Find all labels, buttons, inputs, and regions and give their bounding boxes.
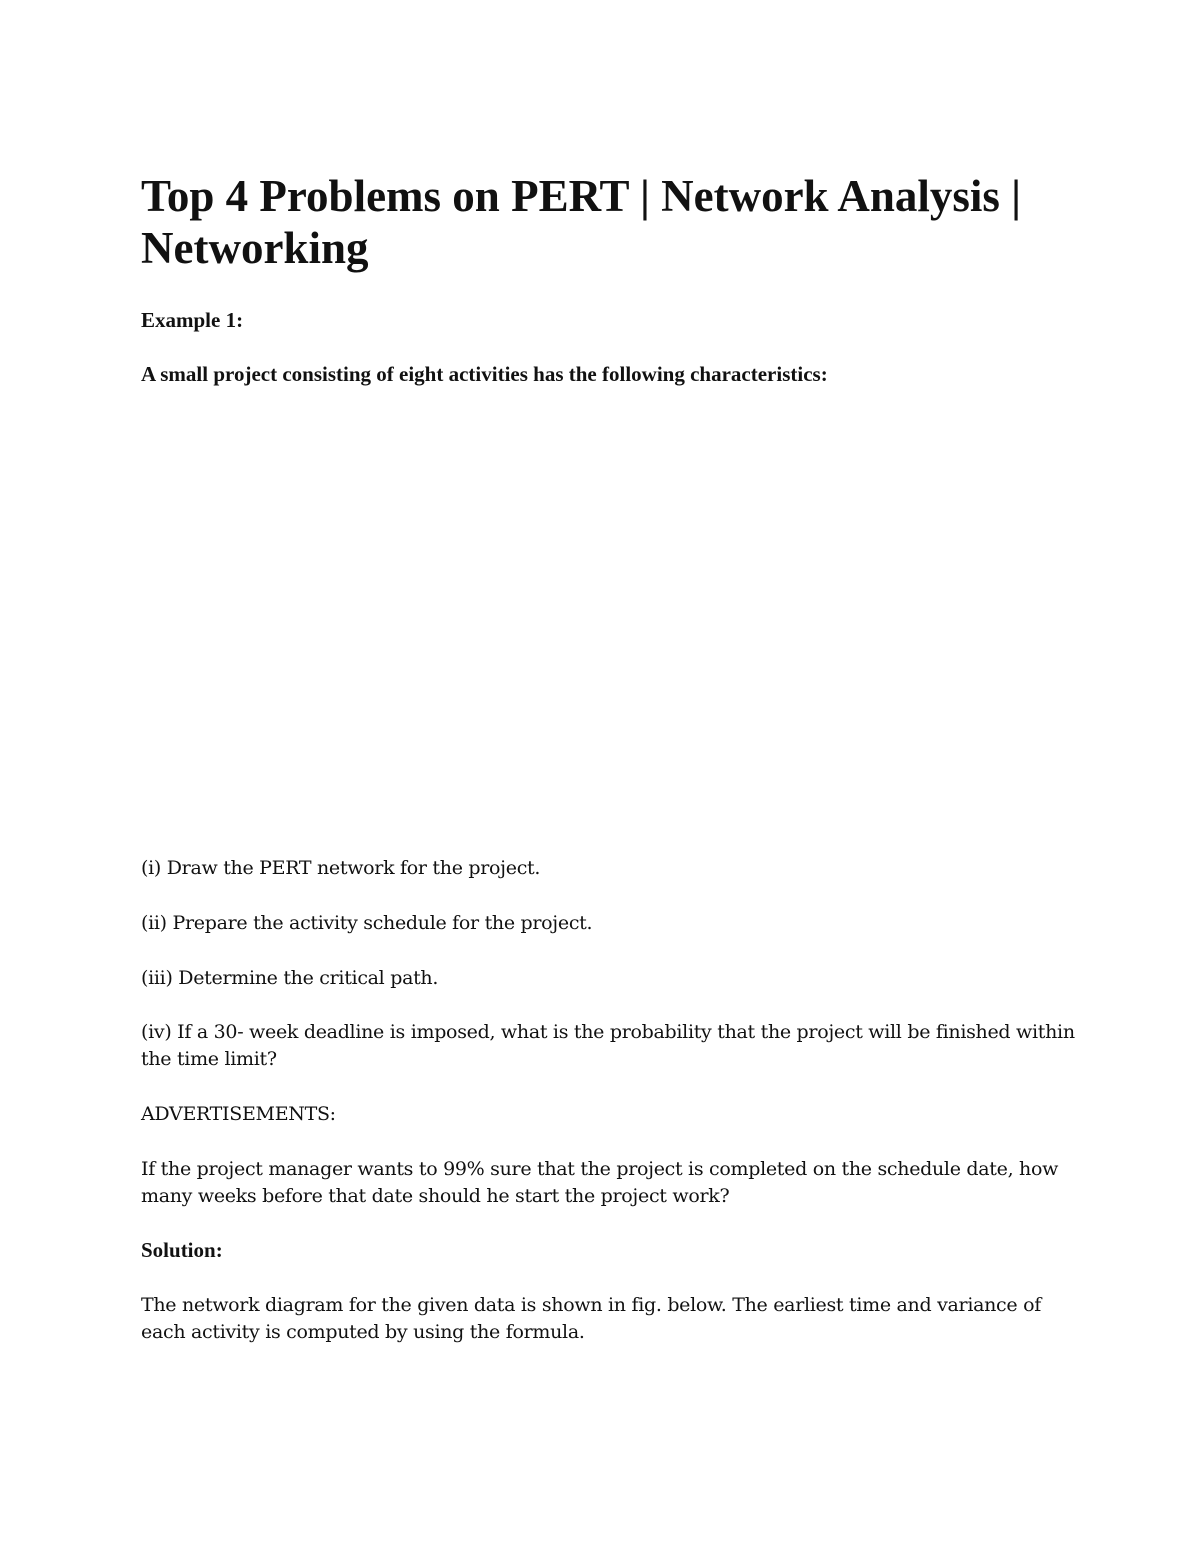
question-3: (iii) Determine the critical path. bbox=[141, 967, 439, 989]
question-2: (ii) Prepare the activity schedule for the project. bbox=[141, 912, 593, 934]
missing-table-area bbox=[141, 410, 1061, 830]
question-1: (i) Draw the PERT network for the project. bbox=[141, 857, 541, 879]
advertisement-label: ADVERTISEMENTS: bbox=[141, 1103, 336, 1125]
followup-question: If the project manager wants to 99% sure that the project is completed on the schedule date, how many weeks before that date should he start the project work? bbox=[141, 1158, 1059, 1207]
solution-paragraph: The network diagram for the given data is shown in fig. below. The earliest time and variance of each activity is computed by using the formula. bbox=[141, 1294, 1041, 1343]
question-4: (iv) If a 30- week deadline is imposed, what is the probability that the project will be finished within the time limit? bbox=[141, 1021, 1075, 1070]
solution-heading: Solution: bbox=[141, 1238, 223, 1262]
example-heading: Example 1: bbox=[141, 308, 244, 332]
page-title: Top 4 Problems on PERT | Network Analysis | Networking bbox=[141, 171, 1022, 273]
intro-paragraph: A small project consisting of eight activities has the following characteristics: bbox=[141, 362, 828, 386]
